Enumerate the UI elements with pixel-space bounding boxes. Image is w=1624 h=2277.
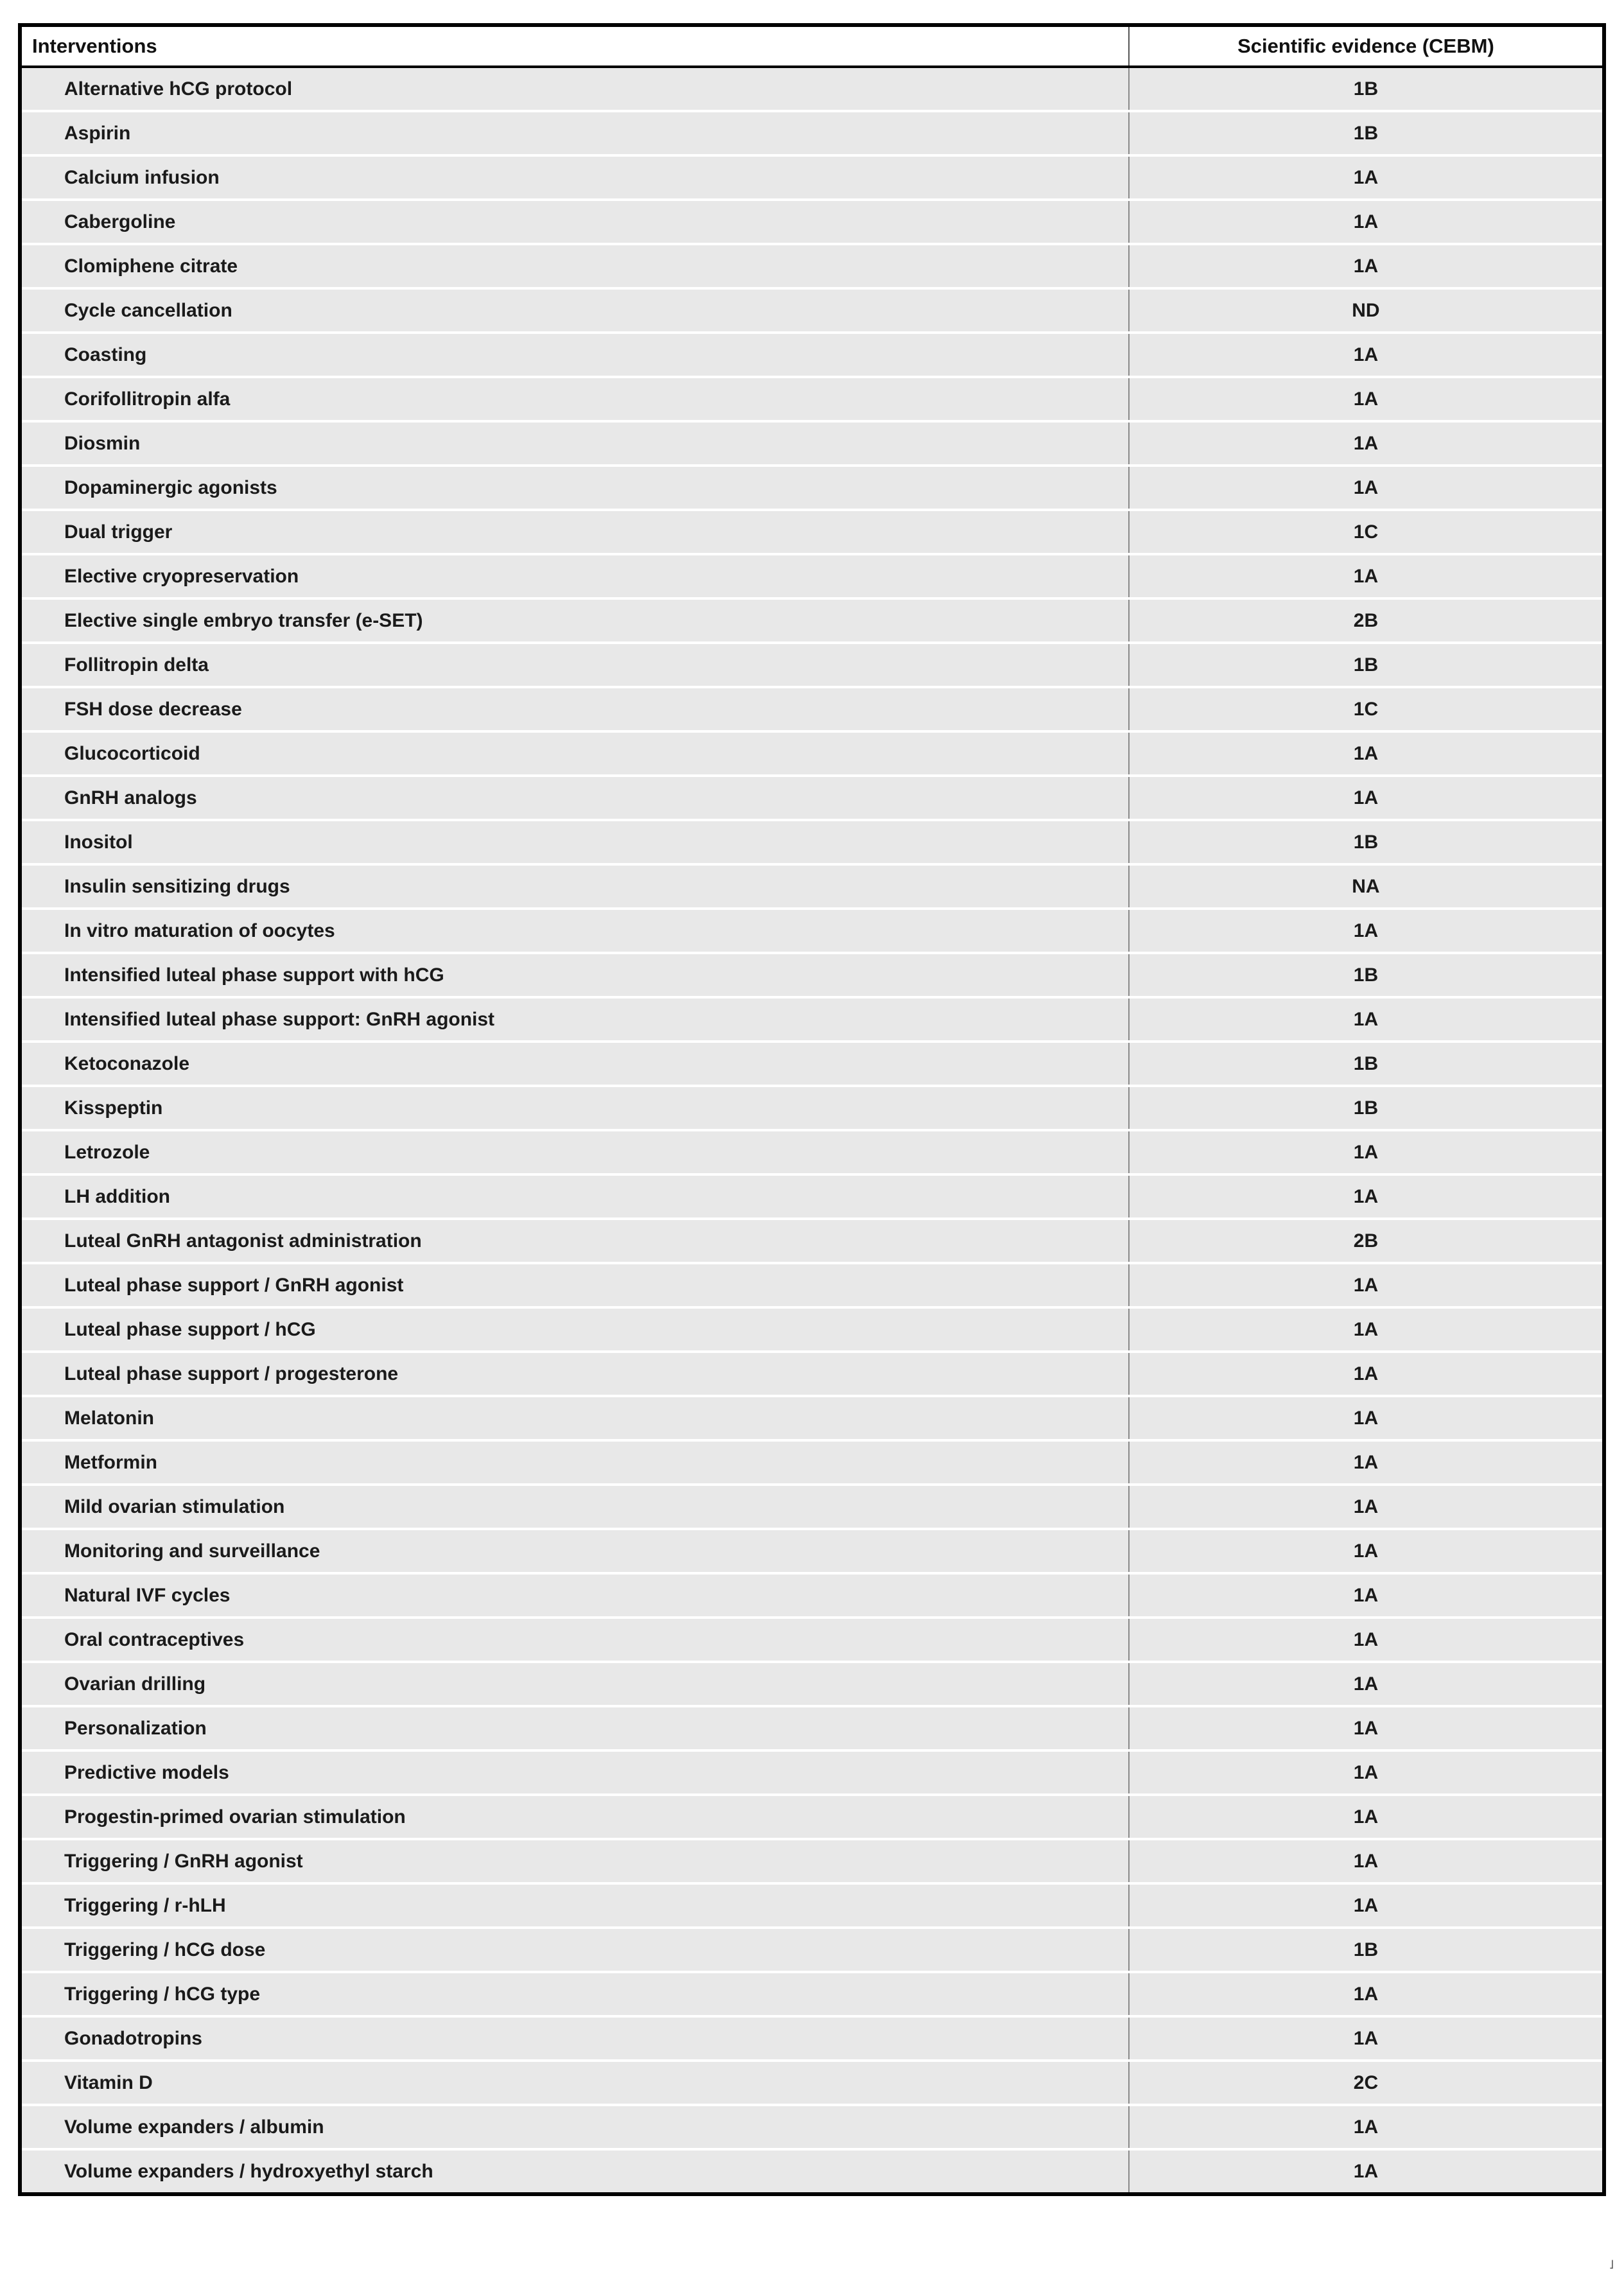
evidence-cell: 1A xyxy=(1129,1972,1604,2016)
table-row xyxy=(20,1396,1604,1440)
intervention-cell: Glucocorticoid xyxy=(20,731,1129,776)
evidence-cell: 1A xyxy=(1129,1795,1604,1839)
table-row xyxy=(20,333,1604,377)
evidence-cell: 2B xyxy=(1129,598,1604,643)
intervention-cell: Mild ovarian stimulation xyxy=(20,1485,1129,1529)
evidence-cell: 1A xyxy=(1129,1352,1604,1396)
intervention-cell: Aspirin xyxy=(20,111,1129,155)
table-row xyxy=(20,776,1604,820)
intervention-cell: In vitro maturation of oocytes xyxy=(20,909,1129,953)
table-row xyxy=(20,1662,1604,1706)
table-row xyxy=(20,864,1604,909)
evidence-cell: 1A xyxy=(1129,200,1604,244)
intervention-cell: Dual trigger xyxy=(20,510,1129,554)
intervention-cell: Triggering / hCG dose xyxy=(20,1928,1129,1972)
evidence-cell: 1B xyxy=(1129,643,1604,687)
table-row xyxy=(20,1706,1604,1750)
evidence-cell: 1A xyxy=(1129,2016,1604,2061)
evidence-cell: 1C xyxy=(1129,687,1604,731)
table-row xyxy=(20,909,1604,953)
table-row xyxy=(20,953,1604,997)
evidence-cell: 1A xyxy=(1129,244,1604,288)
evidence-cell: 1A xyxy=(1129,1130,1604,1174)
table-row xyxy=(20,1440,1604,1485)
column-header-interventions: Interventions xyxy=(20,25,1129,67)
table-row xyxy=(20,510,1604,554)
intervention-cell: Cabergoline xyxy=(20,200,1129,244)
column-header-evidence: Scientific evidence (CEBM) xyxy=(1129,25,1604,67)
intervention-cell: Oral contraceptives xyxy=(20,1618,1129,1662)
intervention-cell: Calcium infusion xyxy=(20,155,1129,200)
table-row xyxy=(20,1352,1604,1396)
evidence-table xyxy=(18,23,1606,2196)
table-row xyxy=(20,687,1604,731)
evidence-cell: 1A xyxy=(1129,155,1604,200)
evidence-cell: 1A xyxy=(1129,554,1604,598)
evidence-cell: 2B xyxy=(1129,1219,1604,1263)
table-row xyxy=(20,1219,1604,1263)
intervention-cell: Corifollitropin alfa xyxy=(20,377,1129,421)
intervention-cell: LH addition xyxy=(20,1174,1129,1219)
table-row xyxy=(20,1972,1604,2016)
evidence-cell: 1A xyxy=(1129,1839,1604,1883)
intervention-cell: Luteal phase support / progesterone xyxy=(20,1352,1129,1396)
intervention-cell: Vitamin D xyxy=(20,2061,1129,2105)
intervention-cell: Volume expanders / albumin xyxy=(20,2105,1129,2149)
evidence-cell: 1A xyxy=(1129,333,1604,377)
intervention-cell: Inositol xyxy=(20,820,1129,864)
intervention-cell: Ketoconazole xyxy=(20,1042,1129,1086)
table-row xyxy=(20,244,1604,288)
table-body xyxy=(20,67,1604,2194)
table-row xyxy=(20,2061,1604,2105)
evidence-cell: 1A xyxy=(1129,377,1604,421)
evidence-cell: 1A xyxy=(1129,1529,1604,1573)
evidence-cell: 1A xyxy=(1129,1883,1604,1928)
evidence-cell: 1B xyxy=(1129,953,1604,997)
evidence-cell: 1A xyxy=(1129,421,1604,466)
intervention-cell: Follitropin delta xyxy=(20,643,1129,687)
table-row xyxy=(20,1263,1604,1307)
table-row xyxy=(20,1928,1604,1972)
intervention-cell: Personalization xyxy=(20,1706,1129,1750)
evidence-cell: 1B xyxy=(1129,67,1604,111)
table-row xyxy=(20,1750,1604,1795)
evidence-cell: 1B xyxy=(1129,1086,1604,1130)
evidence-cell: 2C xyxy=(1129,2061,1604,2105)
intervention-cell: FSH dose decrease xyxy=(20,687,1129,731)
table-row xyxy=(20,1618,1604,1662)
intervention-cell: Elective cryopreservation xyxy=(20,554,1129,598)
table-row xyxy=(20,1307,1604,1352)
intervention-cell: Clomiphene citrate xyxy=(20,244,1129,288)
intervention-cell: Alternative hCG protocol xyxy=(20,67,1129,111)
evidence-cell: 1C xyxy=(1129,510,1604,554)
table-row xyxy=(20,1795,1604,1839)
intervention-cell: Ovarian drilling xyxy=(20,1662,1129,1706)
intervention-cell: Insulin sensitizing drugs xyxy=(20,864,1129,909)
intervention-cell: Intensified luteal phase support: GnRH agonist xyxy=(20,997,1129,1042)
table-row xyxy=(20,1086,1604,1130)
evidence-cell: 1A xyxy=(1129,1662,1604,1706)
intervention-cell: Elective single embryo transfer (e-SET) xyxy=(20,598,1129,643)
evidence-cell: 1A xyxy=(1129,1750,1604,1795)
table-row xyxy=(20,1883,1604,1928)
table-row xyxy=(20,554,1604,598)
evidence-cell: 1A xyxy=(1129,1706,1604,1750)
table-row xyxy=(20,421,1604,466)
table-row xyxy=(20,1839,1604,1883)
evidence-cell: 1A xyxy=(1129,909,1604,953)
header-row xyxy=(20,25,1604,67)
evidence-cell: 1B xyxy=(1129,820,1604,864)
intervention-cell: Monitoring and surveillance xyxy=(20,1529,1129,1573)
intervention-cell: Coasting xyxy=(20,333,1129,377)
table-row xyxy=(20,820,1604,864)
table-row xyxy=(20,1485,1604,1529)
table-row xyxy=(20,1174,1604,1219)
evidence-cell: 1A xyxy=(1129,731,1604,776)
evidence-cell: 1A xyxy=(1129,2149,1604,2194)
intervention-cell: Luteal phase support / GnRH agonist xyxy=(20,1263,1129,1307)
evidence-cell: 1A xyxy=(1129,776,1604,820)
intervention-cell: Triggering / r-hLH xyxy=(20,1883,1129,1928)
evidence-cell: 1A xyxy=(1129,1618,1604,1662)
evidence-cell: 1A xyxy=(1129,1440,1604,1485)
intervention-cell: Triggering / GnRH agonist xyxy=(20,1839,1129,1883)
table-row xyxy=(20,997,1604,1042)
evidence-cell: ND xyxy=(1129,288,1604,333)
intervention-cell: Gonadotropins xyxy=(20,2016,1129,2061)
intervention-cell: Volume expanders / hydroxyethyl starch xyxy=(20,2149,1129,2194)
table-row xyxy=(20,1130,1604,1174)
evidence-cell: 1A xyxy=(1129,1485,1604,1529)
intervention-cell: Natural IVF cycles xyxy=(20,1573,1129,1618)
intervention-cell: Luteal GnRH antagonist administration xyxy=(20,1219,1129,1263)
evidence-cell: 1B xyxy=(1129,1042,1604,1086)
evidence-cell: 1A xyxy=(1129,1174,1604,1219)
intervention-cell: Metformin xyxy=(20,1440,1129,1485)
intervention-cell: Kisspeptin xyxy=(20,1086,1129,1130)
evidence-cell: 1A xyxy=(1129,1307,1604,1352)
table-row xyxy=(20,288,1604,333)
intervention-cell: Intensified luteal phase support with hCG xyxy=(20,953,1129,997)
evidence-cell: 1A xyxy=(1129,466,1604,510)
table-row xyxy=(20,1042,1604,1086)
evidence-cell: 1A xyxy=(1129,1396,1604,1440)
table-row xyxy=(20,377,1604,421)
table-row xyxy=(20,1529,1604,1573)
evidence-cell: 1B xyxy=(1129,111,1604,155)
intervention-cell: Melatonin xyxy=(20,1396,1129,1440)
evidence-cell: 1B xyxy=(1129,1928,1604,1972)
table-row xyxy=(20,598,1604,643)
table-row xyxy=(20,466,1604,510)
evidence-cell: 1A xyxy=(1129,997,1604,1042)
intervention-cell: Triggering / hCG type xyxy=(20,1972,1129,2016)
intervention-cell: Cycle cancellation xyxy=(20,288,1129,333)
table-row xyxy=(20,2149,1604,2194)
table-row xyxy=(20,643,1604,687)
intervention-cell: Dopaminergic agonists xyxy=(20,466,1129,510)
evidence-cell: 1A xyxy=(1129,2105,1604,2149)
table-row xyxy=(20,2016,1604,2061)
table-row xyxy=(20,67,1604,111)
page-corner-mark: ˩ xyxy=(1609,2258,1614,2271)
intervention-cell: Progestin-primed ovarian stimulation xyxy=(20,1795,1129,1839)
intervention-cell: Luteal phase support / hCG xyxy=(20,1307,1129,1352)
evidence-cell: 1A xyxy=(1129,1263,1604,1307)
table-row xyxy=(20,1573,1604,1618)
table-row xyxy=(20,200,1604,244)
intervention-cell: GnRH analogs xyxy=(20,776,1129,820)
table-row xyxy=(20,2105,1604,2149)
evidence-cell: NA xyxy=(1129,864,1604,909)
table-row xyxy=(20,731,1604,776)
evidence-cell: 1A xyxy=(1129,1573,1604,1618)
table-row xyxy=(20,155,1604,200)
intervention-cell: Predictive models xyxy=(20,1750,1129,1795)
table-row xyxy=(20,111,1604,155)
intervention-cell: Diosmin xyxy=(20,421,1129,466)
intervention-cell: Letrozole xyxy=(20,1130,1129,1174)
